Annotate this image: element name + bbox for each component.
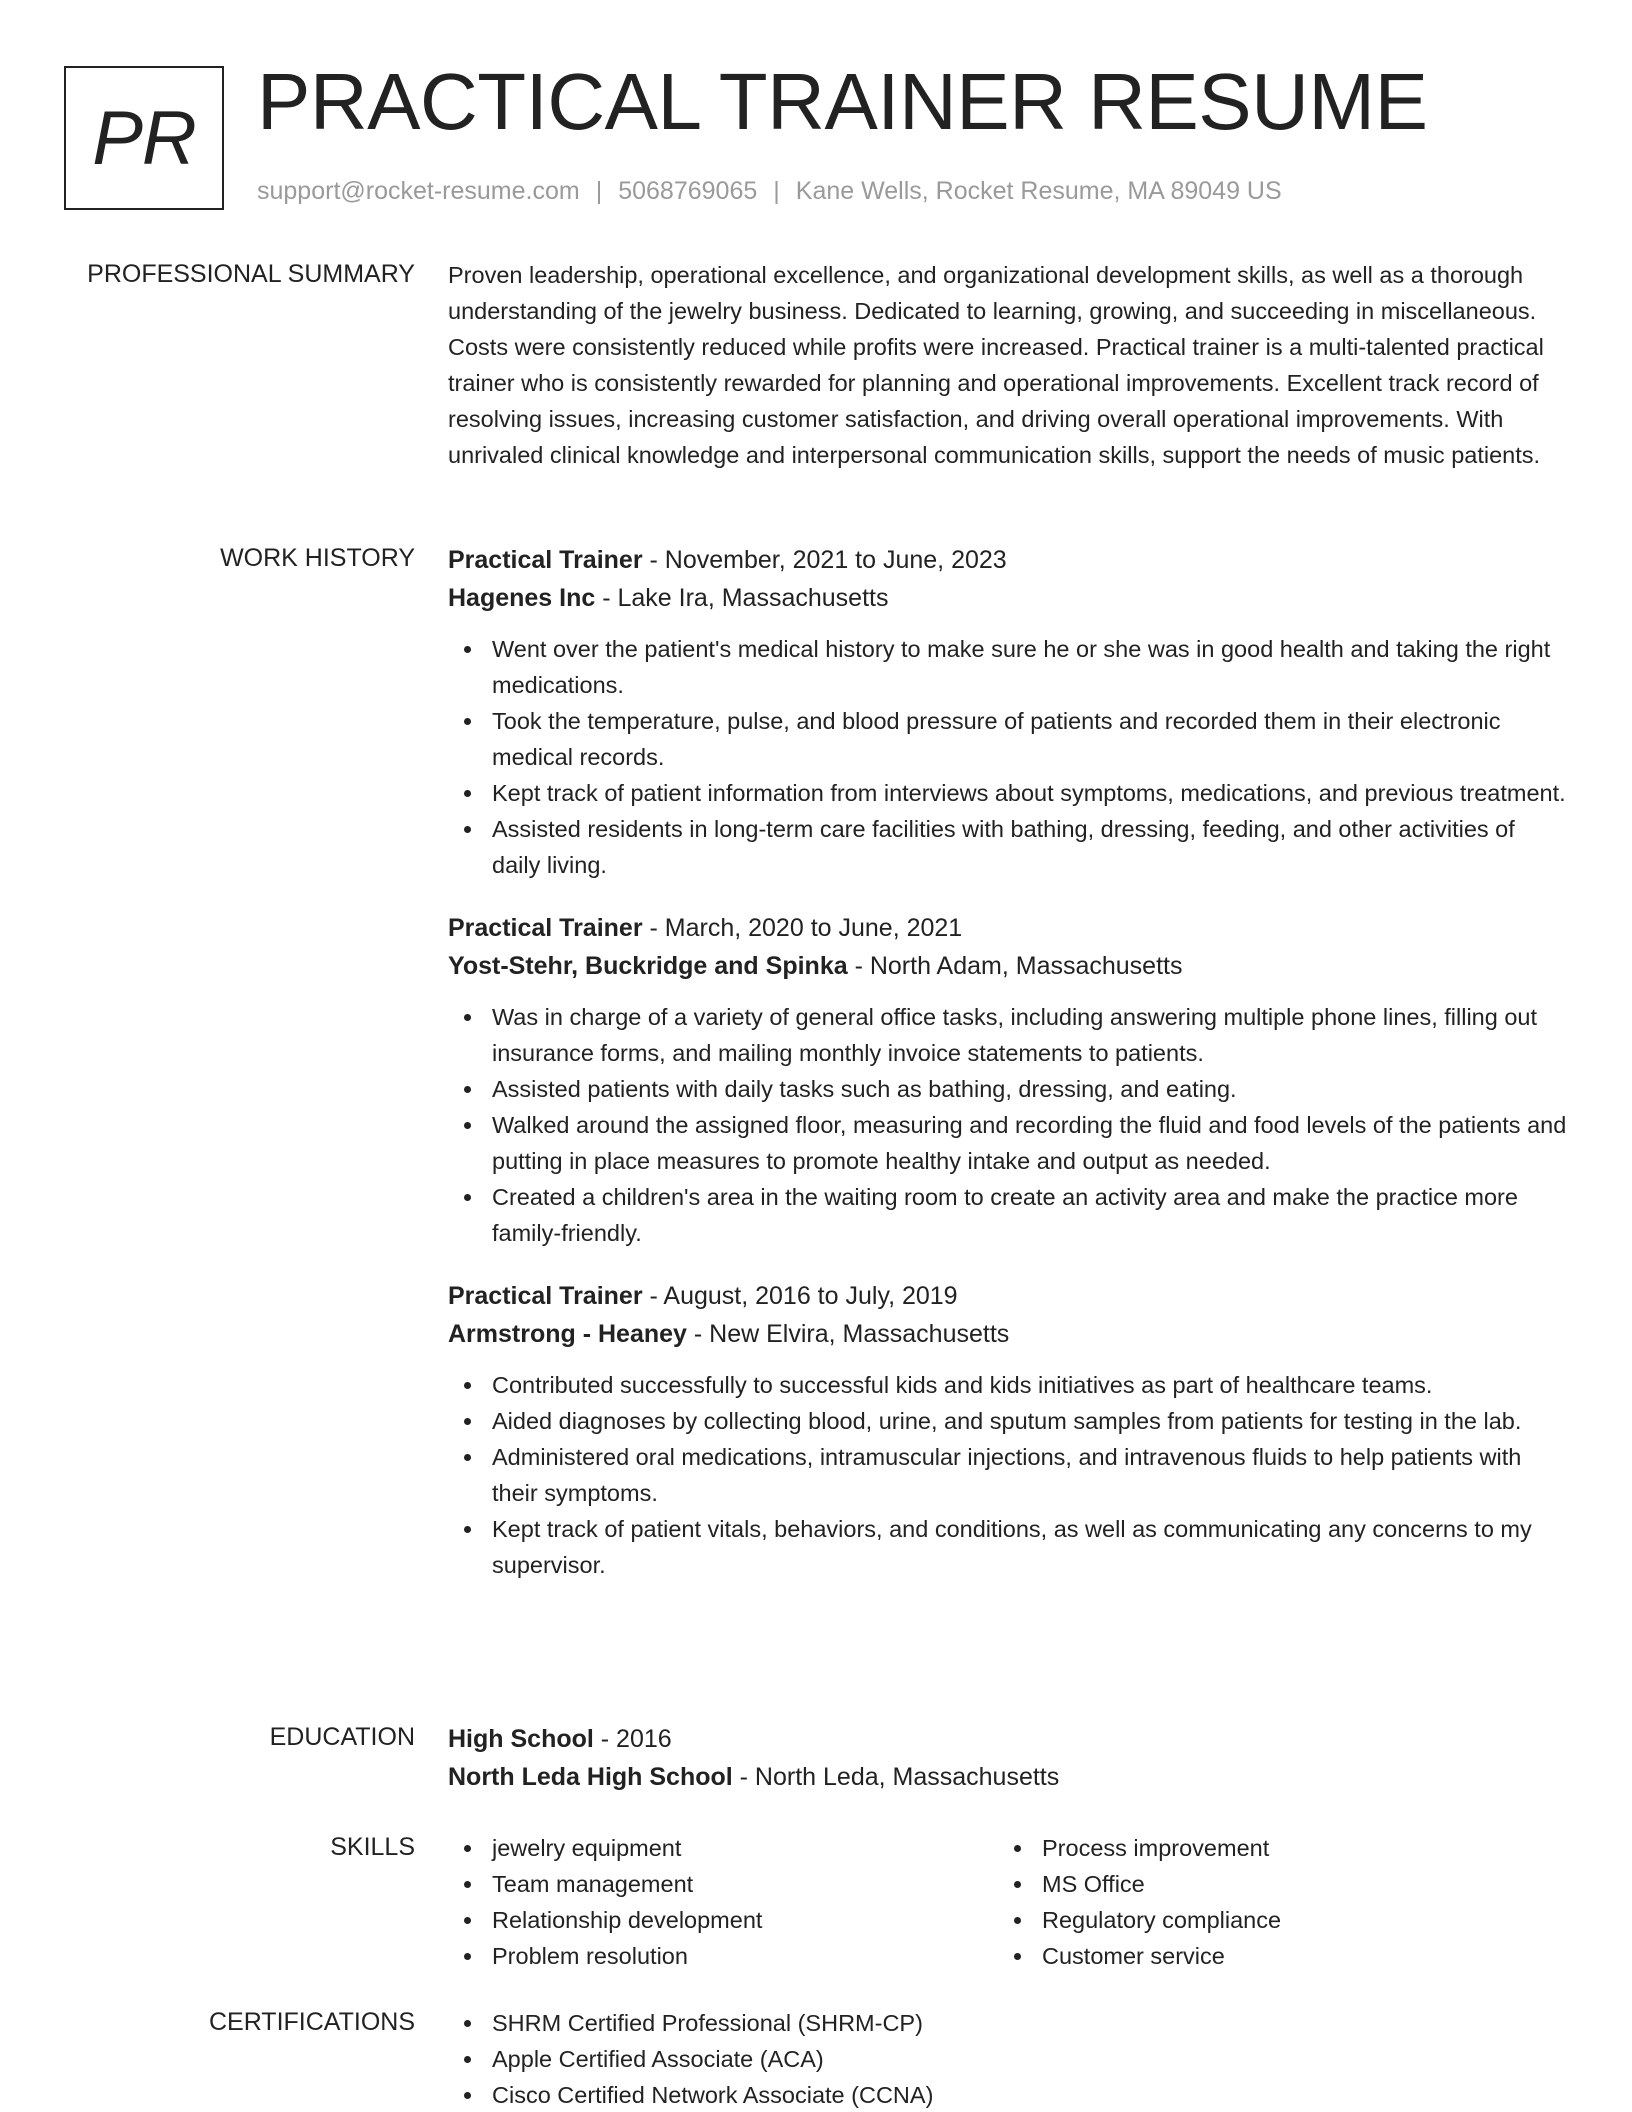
job-entry	[448, 541, 1568, 883]
contact-phone[interactable]: 5068769065	[618, 177, 758, 205]
job-title-line	[448, 909, 1568, 947]
contact-email[interactable]: support@rocket-resume.com	[257, 177, 580, 205]
skills-column-left	[448, 1830, 998, 1974]
job-bullet: Was in charge of a variety of general office tasks, including answering multiple phone lines, filling out insurance forms, and mailing monthly invoice statements to patients.	[448, 999, 1568, 1071]
skill-item: Process improvement	[998, 1830, 1548, 1866]
summary-text: Proven leadership, operational excellence, and organizational development skills, as well as a thorough understanding of the jewelry business. Dedicated to learning, growing, and succeeding in miscellaneous. Costs were consistently reduced while profits were increased. Practical trainer is a multi-talented practical trainer who is consistently rewarded for planning and operational improvements. Excellent track record of resolving issues, increasing customer satisfaction, and driving overall operational improvements. With unrivaled clinical knowledge and interpersonal communication skills, support the needs of music patients.	[448, 262, 1544, 468]
job-bullet: Assisted residents in long-term care facilities with bathing, dressing, feeding, and other activities of daily living.	[448, 811, 1568, 883]
education-school-line	[448, 1758, 1568, 1796]
section-label-education: EDUCATION	[269, 1723, 415, 1751]
skill-item: Regulatory compliance	[998, 1902, 1548, 1938]
job-bullets	[448, 631, 1568, 883]
job-bullets	[448, 1367, 1568, 1583]
education-school: North Leda High School	[448, 1763, 733, 1791]
education-degree-line	[448, 1720, 1568, 1758]
section-label-work-history: WORK HISTORY	[220, 544, 415, 572]
job-title: Practical Trainer	[448, 1282, 643, 1310]
job-company: Hagenes Inc	[448, 584, 596, 612]
contact-line	[257, 174, 1282, 208]
certification-item: SHRM Certified Professional (SHRM-CP)	[448, 2005, 1568, 2041]
job-bullet: Walked around the assigned floor, measuring and recording the fluid and food levels of the patients and putting in place measures to promote healthy intake and output as needed.	[448, 1107, 1568, 1179]
job-bullet: Took the temperature, pulse, and blood pressure of patients and recorded them in their electronic medical records.	[448, 703, 1568, 775]
job-location: - New Elvira, Massachusetts	[686, 1320, 1010, 1348]
job-title: Practical Trainer	[448, 546, 643, 574]
education-location: - North Leda, Massachusetts	[732, 1763, 1060, 1791]
skills-column-right	[998, 1830, 1548, 1974]
certifications-list	[448, 2005, 1568, 2112]
education-degree: High School	[448, 1725, 594, 1753]
job-location: - North Adam, Massachusetts	[847, 952, 1183, 980]
skills-grid	[448, 1830, 1568, 1974]
job-dates: - November, 2021 to June, 2023	[642, 546, 1007, 574]
job-title-line	[448, 1277, 1568, 1315]
section-label-skills: SKILLS	[330, 1833, 415, 1861]
job-bullet: Assisted patients with daily tasks such as bathing, dressing, and eating.	[448, 1071, 1568, 1107]
job-title-line	[448, 541, 1568, 579]
skill-item: jewelry equipment	[448, 1830, 998, 1866]
page-title: PRACTICAL TRAINER RESUME	[257, 57, 1428, 146]
job-bullet: Kept track of patient vitals, behaviors, and conditions, as well as communicating any concerns to my supervisor.	[448, 1511, 1568, 1583]
certification-item: Apple Certified Associate (ACA)	[448, 2041, 1568, 2077]
section-label-summary: PROFESSIONAL SUMMARY	[87, 260, 415, 288]
job-entry	[448, 1277, 1568, 1583]
job-company-line	[448, 579, 1568, 617]
skill-item: MS Office	[998, 1866, 1548, 1902]
contact-separator: |	[595, 177, 603, 205]
skill-item: Customer service	[998, 1938, 1548, 1974]
contact-separator: |	[773, 177, 780, 205]
job-entry	[448, 909, 1568, 1251]
job-bullet: Aided diagnoses by collecting blood, urine, and sputum samples from patients for testing in the lab.	[448, 1403, 1568, 1439]
contact-address: Kane Wells, Rocket Resume, MA 89049 US	[795, 177, 1282, 205]
work-history-list	[448, 541, 1568, 1609]
job-bullets	[448, 999, 1568, 1251]
job-company: Armstrong - Heaney	[448, 1320, 687, 1348]
skill-item: Relationship development	[448, 1902, 998, 1938]
education-year: - 2016	[593, 1725, 672, 1753]
job-title: Practical Trainer	[448, 914, 643, 942]
monogram-box	[64, 66, 224, 210]
job-bullet: Went over the patient's medical history to make sure he or she was in good health and taking the right medications.	[448, 631, 1568, 703]
job-bullet: Contributed successfully to successful kids and kids initiatives as part of healthcare teams.	[448, 1367, 1568, 1403]
job-company-line	[448, 947, 1568, 985]
job-dates: - August, 2016 to July, 2019	[642, 1282, 958, 1310]
job-dates: - March, 2020 to June, 2021	[642, 914, 963, 942]
job-bullet: Created a children's area in the waiting room to create an activity area and make the practice more family-friendly.	[448, 1179, 1568, 1251]
section-label-certifications: CERTIFICATIONS	[208, 2008, 415, 2036]
job-bullet: Administered oral medications, intramuscular injections, and intravenous fluids to help patients with their symptoms.	[448, 1439, 1568, 1511]
monogram-initials: PR	[92, 95, 196, 181]
certification-item: Cisco Certified Network Associate (CCNA)	[448, 2077, 1568, 2112]
job-location: - Lake Ira, Massachusetts	[595, 584, 889, 612]
skill-item: Team management	[448, 1866, 998, 1902]
job-bullet: Kept track of patient information from interviews about symptoms, medications, and previous treatment.	[448, 775, 1568, 811]
job-company-line	[448, 1315, 1568, 1353]
job-company: Yost-Stehr, Buckridge and Spinka	[448, 952, 848, 980]
skill-item: Problem resolution	[448, 1938, 998, 1974]
